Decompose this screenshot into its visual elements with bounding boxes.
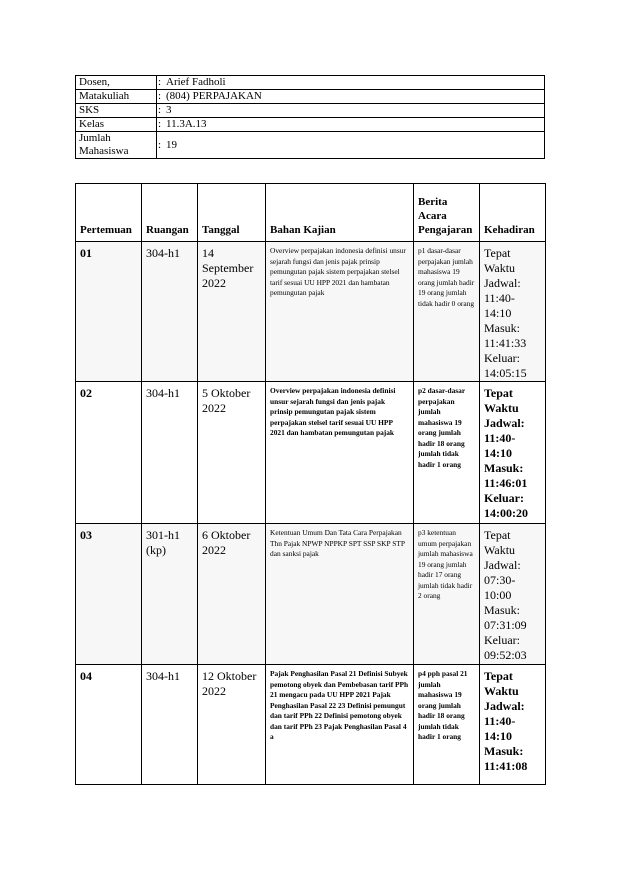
header-kehadiran: Kehadiran	[480, 184, 546, 242]
info-row-kelas	[76, 118, 545, 132]
header-pertemuan: Pertemuan	[76, 184, 142, 242]
tanggal-cell: 12 Oktober 2022	[198, 665, 266, 785]
kehadiran-cell: Tepat Waktu Jadwal: 07:30-10:00 Masuk: 07:31:09 Keluar: 09:52:03	[480, 524, 546, 665]
info-label: Kelas	[76, 118, 157, 132]
info-separator: :	[158, 76, 162, 88]
info-row-matakuliah	[76, 90, 545, 104]
berita-acara-cell: p4 pph pasal 21 jumlah mahasiswa 19 orang jumlah hadir 18 orang jumlah tidak hadir 1 orang	[414, 665, 480, 785]
berita-acara-cell: p3 ketentuan umum perpajakan jumlah mahasiswa 19 orang jumlah hadir 17 orang jumlah tidak hadir 2 orang	[414, 524, 480, 665]
kehadiran-cell: Tepat Waktu Jadwal: 11:40-14:10 Masuk: 11:41:08	[480, 665, 546, 785]
table-row	[76, 665, 546, 785]
ruangan-cell: 304-h1	[142, 242, 198, 382]
info-separator: :	[157, 132, 164, 159]
bahan-kajian-cell: Pajak Penghasilan Pasal 21 Definisi Subyek pemotong obyek dan Pembebasan tarif PPh 21 mengacu pada UU HPP 2021 Pajak Penghasilan Pasal 22 23 Definisi pemungut dan tarif PPh 22 Definisi pemotong obyek dan tarif PPh 23 Pajak Penghasilan Pasal 4 a	[266, 665, 414, 785]
ruangan-cell: 304-h1	[142, 665, 198, 785]
info-value-dosen: Arief Fadholi	[163, 76, 545, 90]
tanggal-cell: 6 Oktober 2022	[198, 524, 266, 665]
info-row-sks	[76, 104, 545, 118]
info-row-dosen	[76, 76, 545, 90]
info-label: Jumlah Mahasiswa	[76, 132, 157, 159]
info-value-matakuliah: (804) PERPAJAKAN	[163, 90, 545, 104]
info-separator: :	[158, 90, 162, 102]
info-label: SKS	[76, 104, 157, 118]
kehadiran-cell: Tepat Waktu Jadwal: 11:40-14:10 Masuk: 11:46:01 Keluar: 14:00:20	[480, 382, 546, 524]
kehadiran-cell: Tepat Waktu Jadwal: 11:40-14:10 Masuk: 11:41:33 Keluar: 14:05:15	[480, 242, 546, 382]
pertemuan-cell: 01	[76, 242, 142, 382]
info-separator: :	[158, 118, 162, 130]
info-value-jumlah-mahasiswa: 19	[163, 132, 545, 159]
table-row	[76, 242, 546, 382]
info-row-jumlah-mahasiswa	[76, 132, 545, 159]
ruangan-cell: 301-h1 (kp)	[142, 524, 198, 665]
pertemuan-cell: 03	[76, 524, 142, 665]
info-value-kelas: 11.3A.13	[163, 118, 545, 132]
schedule-table	[75, 183, 546, 785]
berita-acara-cell: p2 dasar-dasar perpajakan jumlah mahasiswa 19 orang jumlah hadir 18 orang jumlah tidak hadir 1 orang	[414, 382, 480, 524]
course-info-table	[75, 75, 545, 159]
pertemuan-cell: 02	[76, 382, 142, 524]
info-label: Dosen,	[76, 76, 157, 90]
bahan-kajian-cell: Overview perpajakan indonesia definisi unsur sejarah fungsi dan jenis pajak prinsip pemungutan pajak sistem perpajakan stelsel tarif sesuai UU HPP 2021 dan hambatan pemungutan pajak	[266, 382, 414, 524]
header-berita-acara: Berita Acara Pengajaran	[414, 184, 480, 242]
schedule-header-row	[76, 184, 546, 242]
table-row	[76, 382, 546, 524]
ruangan-cell: 304-h1	[142, 382, 198, 524]
header-ruangan: Ruangan	[142, 184, 198, 242]
tanggal-cell: 14 September 2022	[198, 242, 266, 382]
info-label: Matakuliah	[76, 90, 157, 104]
info-value-sks: 3	[163, 104, 545, 118]
table-row	[76, 524, 546, 665]
berita-acara-cell: p1 dasar-dasar perpajakan jumlah mahasiswa 19 orang jumlah hadir 19 orang jumlah tidak hadir 0 orang	[414, 242, 480, 382]
pertemuan-cell: 04	[76, 665, 142, 785]
header-tanggal: Tanggal	[198, 184, 266, 242]
header-bahan-kajian: Bahan Kajian	[266, 184, 414, 242]
bahan-kajian-cell: Ketentuan Umum Dan Tata Cara Perpajakan Thn Pajak NPWP NPPKP SPT SSP SKP STP dan sanksi pajak	[266, 524, 414, 665]
bahan-kajian-cell: Overview perpajakan indonesia definisi unsur sejarah fungsi dan jenis pajak prinsip pemungutan pajak sistem perpajakan stelsel tarif sesuai UU HPP 2021 dan hambatan pemungutan pajak	[266, 242, 414, 382]
tanggal-cell: 5 Oktober 2022	[198, 382, 266, 524]
info-separator: :	[158, 104, 162, 116]
